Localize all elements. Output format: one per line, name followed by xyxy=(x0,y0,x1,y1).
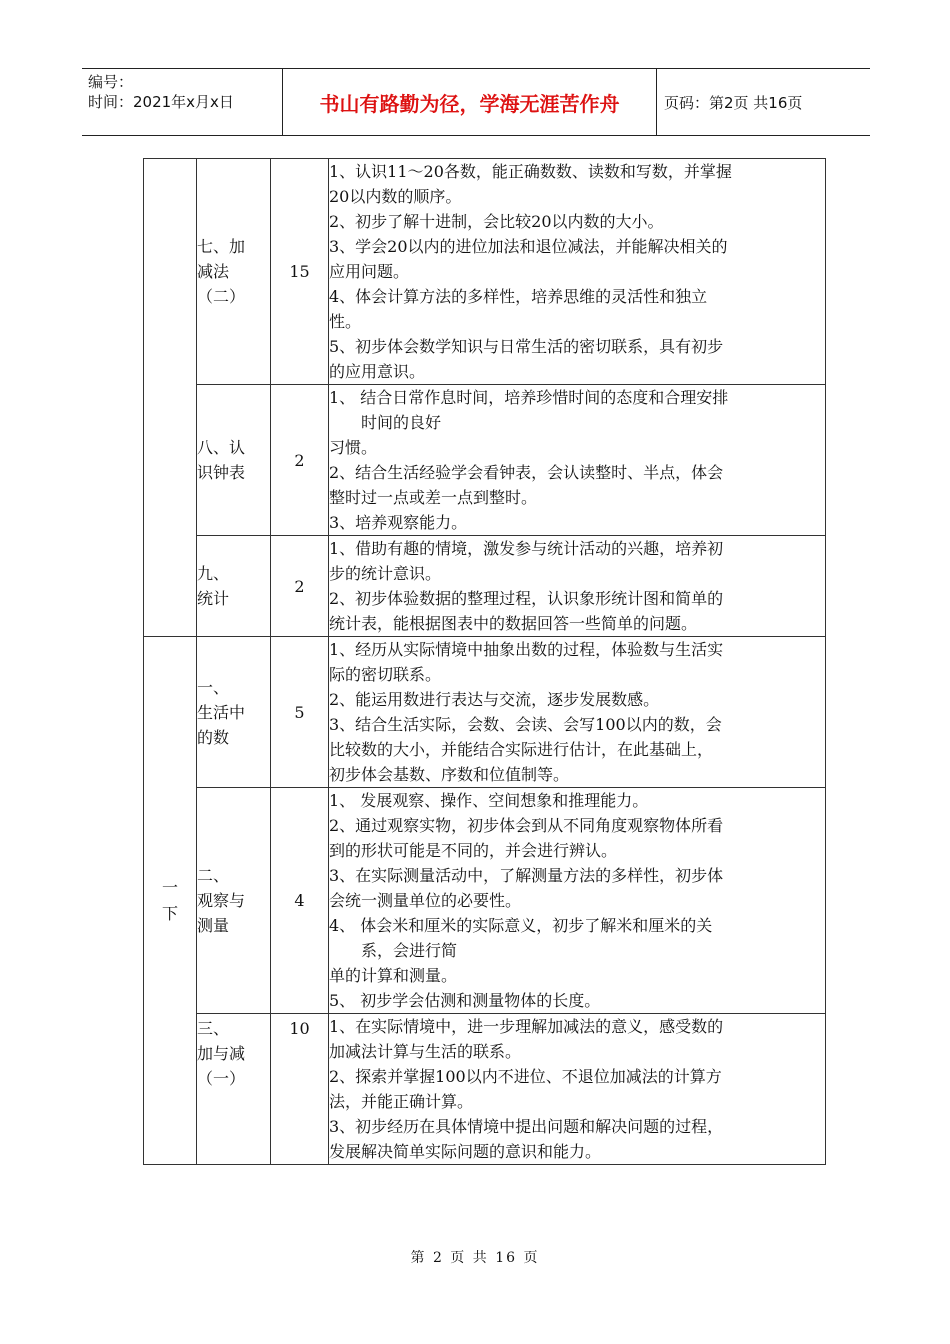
goals-cell xyxy=(329,637,826,788)
goal-line: 2、能运用数进行表达与交流，逐步发展数感。 xyxy=(329,690,660,709)
goal-line: 整时过一点或差一点到整时。 xyxy=(329,488,538,507)
goal-line: 初步体会基数、序数和位值制等。 xyxy=(329,765,570,784)
goal-line: 2、探索并掌握100以内不进位、不退位加减法的计算方 xyxy=(329,1067,722,1086)
goal-line: 系，会进行简 xyxy=(361,941,458,960)
hours-cell: 10 xyxy=(271,1014,329,1165)
grade-cell-empty xyxy=(144,159,197,637)
goal-line: 时间的良好 xyxy=(361,413,442,432)
unit-line: 九、 xyxy=(197,564,230,583)
goal-line: 比较数的大小，并能结合实际进行估计，在此基础上， xyxy=(329,740,714,759)
goal-line: 5、初步体会数学知识与日常生活的密切联系，具有初步 xyxy=(329,337,724,356)
table-row xyxy=(144,385,826,536)
goal-line: 法，并能正确计算。 xyxy=(329,1092,474,1111)
hours-cell: 15 xyxy=(271,159,329,385)
goals-cell xyxy=(329,536,826,637)
goal-line: 4、 体会米和厘米的实际意义，初步了解米和厘米的关 xyxy=(329,916,713,935)
goal-line: 3、培养观察能力。 xyxy=(329,513,468,532)
unit-line: （二） xyxy=(197,287,246,306)
unit-line: 测量 xyxy=(197,916,230,935)
grade-cell xyxy=(144,637,197,1165)
goal-line: 统计表，能根据图表中的数据回答一些简单的问题。 xyxy=(329,614,698,633)
unit-line: 的数 xyxy=(197,727,230,747)
goal-line: 1、 发展观察、操作、空间想象和推理能力。 xyxy=(329,791,649,810)
unit-line: 一、 xyxy=(197,677,230,697)
hours-cell: 2 xyxy=(271,385,329,536)
table-row xyxy=(144,637,826,788)
time-label: 时间：2021年x月x日 xyxy=(88,93,234,111)
goal-line: 单的计算和测量。 xyxy=(329,966,458,985)
code-label: 编号： xyxy=(88,73,134,91)
goal-line: 4、体会计算方法的多样性，培养思维的灵活性和独立 xyxy=(329,287,708,306)
unit-cell xyxy=(197,385,271,536)
goal-line: 3、学会20以内的进位加法和退位减法，并能解决相关的 xyxy=(329,237,728,256)
goal-line: 会统一测量单位的必要性。 xyxy=(329,891,522,910)
unit-line: 八、认 xyxy=(197,438,246,457)
goal-line: 2、初步体验数据的整理过程，认识象形统计图和简单的 xyxy=(329,589,724,608)
goal-line: 2、通过观察实物，初步体会到从不同角度观察物体所看 xyxy=(329,816,724,835)
table-row xyxy=(144,536,826,637)
goal-line: 3、初步经历在具体情境中提出问题和解决问题的过程， xyxy=(329,1117,724,1136)
goals-cell xyxy=(329,159,826,385)
header-left xyxy=(82,69,282,135)
table-row xyxy=(144,1014,826,1165)
goal-line: 3、结合生活实际，会数、会读、会写100以内的数，会 xyxy=(329,715,722,734)
unit-cell xyxy=(197,536,271,637)
goal-line: 到的形状可能是不同的，并会进行辨认。 xyxy=(329,841,618,860)
goal-line: 1、借助有趣的情境，激发参与统计活动的兴趣，培养初 xyxy=(329,539,724,558)
unit-line: 识钟表 xyxy=(197,463,246,482)
goal-line: 2、结合生活经验学会看钟表，会认读整时、半点，体会 xyxy=(329,463,724,482)
goal-line: 1、经历从实际情境中抽象出数的过程，体验数与生活实 xyxy=(329,640,724,659)
page-footer: 第 2 页 共 16 页 xyxy=(410,1250,540,1266)
unit-cell xyxy=(197,159,271,385)
unit-line: 减法 xyxy=(197,262,230,281)
goal-line: 3、在实际测量活动中，了解测量方法的多样性，初步体 xyxy=(329,866,724,885)
goal-line: 1、在实际情境中，进一步理解加减法的意义，感受数的 xyxy=(329,1017,724,1036)
unit-cell xyxy=(197,637,271,788)
hours-cell: 4 xyxy=(271,788,329,1014)
header-motto: 书山有路勤为径，学海无涯苦作舟 xyxy=(282,69,657,135)
goal-line: 际的密切联系。 xyxy=(329,665,442,684)
goal-line: 1、 结合日常作息时间，培养珍惜时间的态度和合理安排 xyxy=(329,388,729,407)
goal-line: 发展解决简单实际问题的意识和能力。 xyxy=(329,1142,602,1161)
hours-cell: 5 xyxy=(271,637,329,788)
unit-line: （一） xyxy=(197,1069,246,1088)
goal-line: 20以内数的顺序。 xyxy=(329,187,462,206)
goal-line: 步的统计意识。 xyxy=(329,564,442,583)
unit-line: 七、加 xyxy=(197,237,246,256)
goal-line: 2、初步了解十进制，会比较20以内数的大小。 xyxy=(329,212,664,231)
unit-line: 生活中 xyxy=(197,702,246,722)
unit-cell xyxy=(197,788,271,1014)
unit-cell xyxy=(197,1014,271,1165)
unit-line: 统计 xyxy=(197,589,230,608)
goals-cell xyxy=(329,385,826,536)
unit-line: 加与减 xyxy=(197,1044,246,1063)
goal-line: 5、 初步学会估测和测量物体的长度。 xyxy=(329,991,601,1010)
table-row xyxy=(144,788,826,1014)
page-header xyxy=(82,68,870,136)
unit-line: 三、 xyxy=(197,1019,230,1038)
goal-line: 的应用意识。 xyxy=(329,362,426,381)
goals-cell xyxy=(329,788,826,1014)
table-row xyxy=(144,159,826,385)
unit-line: 二、 xyxy=(197,866,230,885)
teaching-plan-table xyxy=(143,158,826,1165)
goal-line: 应用问题。 xyxy=(329,262,410,281)
grade-char: 下 xyxy=(161,903,178,923)
goal-line: 习惯。 xyxy=(329,438,378,457)
goal-line: 性。 xyxy=(329,312,362,331)
hours-cell: 2 xyxy=(271,536,329,637)
unit-line: 观察与 xyxy=(197,891,246,910)
grade-char: 一 xyxy=(161,877,178,897)
goal-line: 加减法计算与生活的联系。 xyxy=(329,1042,522,1061)
header-page-info: 页码：第2页 共16页 xyxy=(664,93,803,112)
goals-cell xyxy=(329,1014,826,1165)
goal-line: 1、认识11～20各数，能正确数数、读数和写数，并掌握 xyxy=(329,162,732,181)
